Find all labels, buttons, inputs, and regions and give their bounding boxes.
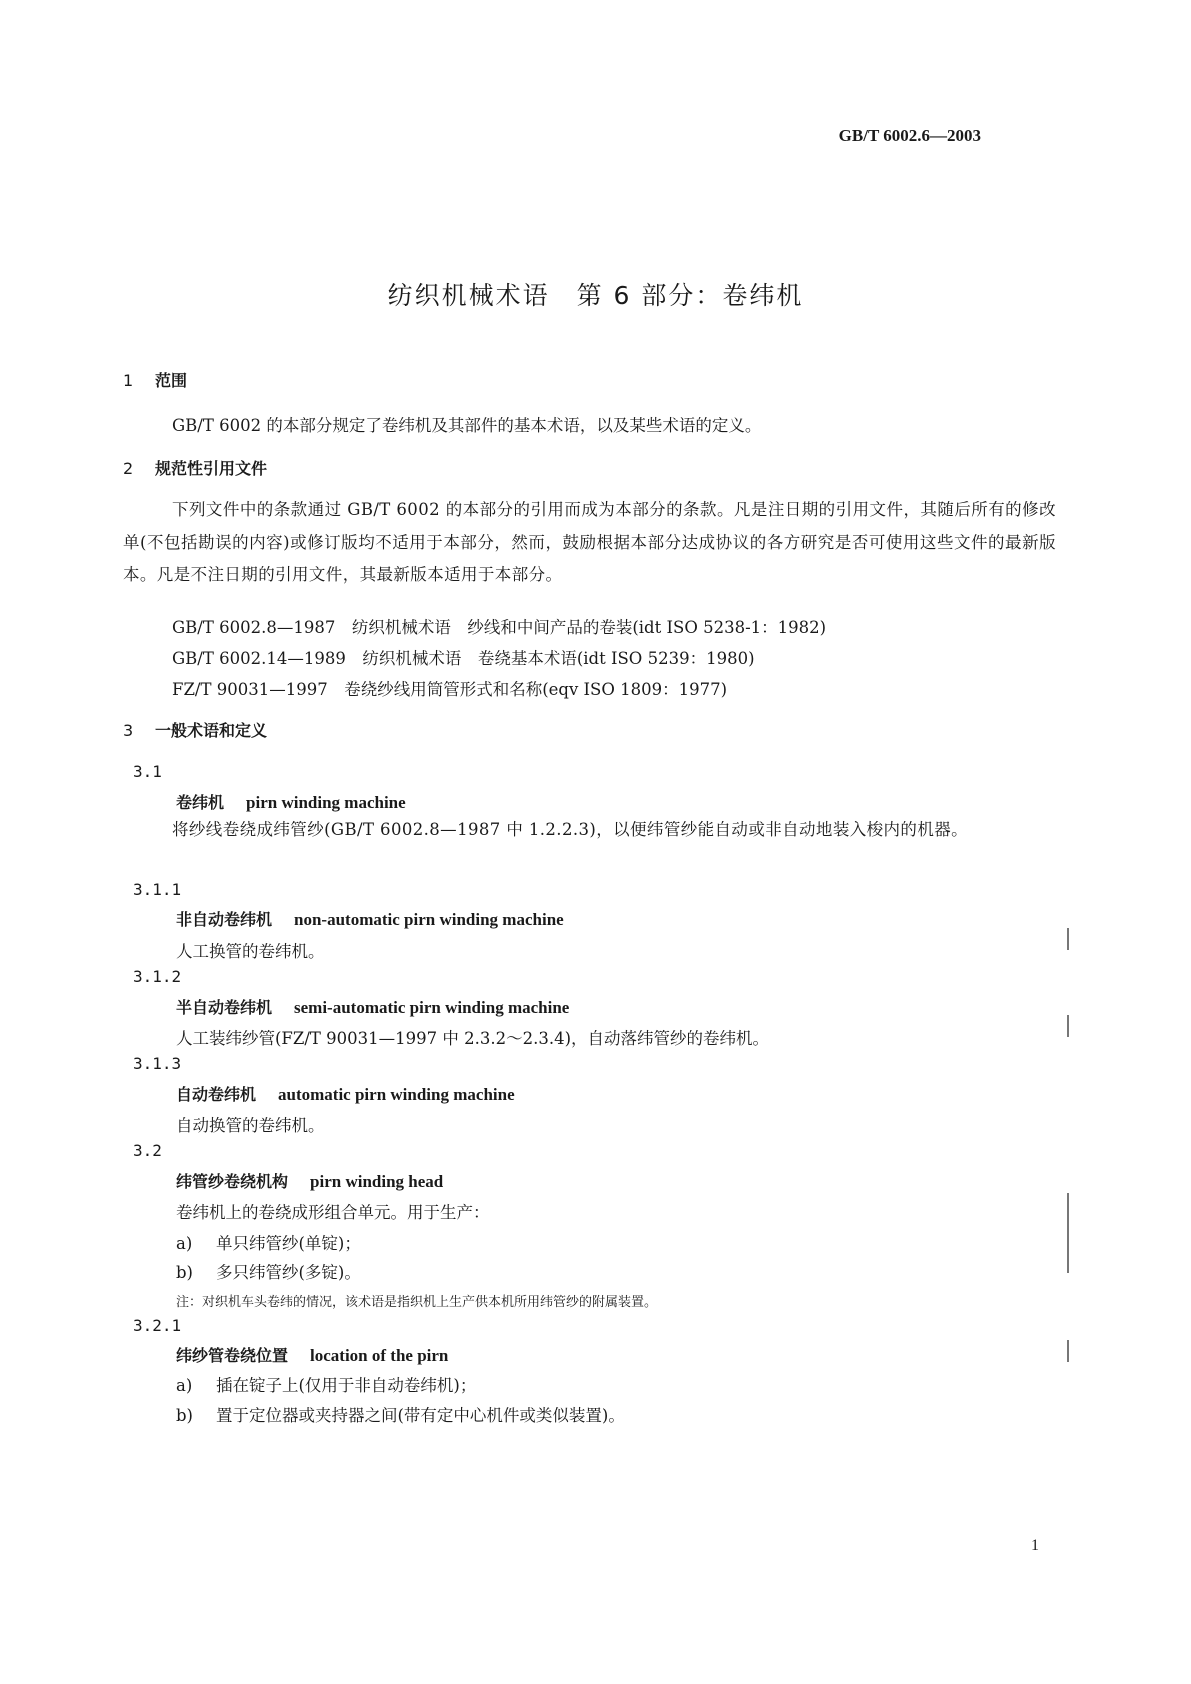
- term-chinese: 非自动卷纬机: [176, 910, 273, 929]
- list-text: 多只纬管纱(多锭)。: [216, 1263, 361, 1282]
- list-text: 单只纬管纱(单锭)；: [216, 1234, 361, 1253]
- section-2-body: 下列文件中的条款通过 GB/T 6002 的本部分的引用而成为本部分的条款。凡是注日期的引用文件，其随后所有的修改单(不包括勘误的内容)或修订版均不适用于本部分，然而，鼓励根据本部分达成协议的各方研究是否可使用这些文件的最新版本。凡是不注日期的引用文件，其最新版本适用于本部分。: [123, 500, 1056, 585]
- term-heading: [176, 1169, 443, 1192]
- term-english: non-automatic pirn winding machine: [294, 910, 564, 929]
- term-chinese: 纬纱管卷绕位置: [176, 1346, 289, 1365]
- list-marker: b): [176, 1406, 193, 1425]
- section-2-heading: [123, 456, 267, 479]
- term-heading: [176, 1343, 448, 1366]
- list-text: 置于定位器或夹持器之间(带有定中心机件或类似装置)。: [216, 1406, 625, 1425]
- term-chinese: 纬管纱卷绕机构: [176, 1172, 289, 1191]
- term-chinese: 半自动卷纬机: [176, 998, 273, 1017]
- reference-item: FZ/T 90031—1997 卷绕纱线用筒管形式和名称(eqv ISO 1809：1977): [172, 680, 728, 699]
- reference-item: GB/T 6002.8—1987 纺织机械术语 纱线和中间产品的卷装(idt ISO 5238-1：1982): [172, 618, 827, 637]
- section-3-heading: [123, 718, 267, 741]
- list-marker: b): [176, 1263, 193, 1282]
- list-marker: a): [176, 1376, 193, 1395]
- term-chinese: 卷纬机: [176, 793, 225, 812]
- term-number: 3.2: [133, 1141, 162, 1160]
- term-heading: [176, 790, 406, 813]
- term-definition: 卷纬机上的卷绕成形组合单元。用于生产：: [176, 1203, 490, 1222]
- term-definition: 人工装纬纱管(FZ/T 90031—1997 中 2.3.2～2.3.4)，自动落纬管纱的卷纬机。: [176, 1029, 770, 1048]
- term-english: pirn winding machine: [246, 793, 406, 812]
- revision-bar: [1067, 928, 1069, 950]
- term-number: 3.1: [133, 762, 162, 781]
- section-1-body: GB/T 6002 的本部分规定了卷纬机及其部件的基本术语，以及某些术语的定义。: [172, 416, 762, 435]
- term-number: 3.1.3: [133, 1054, 182, 1073]
- term-heading: [176, 1082, 515, 1105]
- term-english: automatic pirn winding machine: [278, 1085, 515, 1104]
- page-number: 1: [1031, 1537, 1039, 1554]
- term-number: 3.2.1: [133, 1316, 182, 1335]
- section-title: 范围: [155, 371, 188, 390]
- list-item: [176, 1402, 625, 1426]
- section-number: 1: [123, 371, 134, 390]
- term-chinese: 自动卷纬机: [176, 1085, 257, 1104]
- list-text: 插在锭子上(仅用于非自动卷纬机)；: [216, 1376, 477, 1395]
- term-heading: [176, 907, 564, 930]
- revision-bar: [1067, 1015, 1069, 1037]
- note: 注：对织机车头卷纬的情况，该术语是指织机上生产供本机所用纬管纱的附属装置。: [176, 1295, 658, 1310]
- revision-bar: [1067, 1340, 1069, 1362]
- section-number: 2: [123, 459, 134, 478]
- term-number: 3.1.2: [133, 967, 182, 986]
- term-number: 3.1.1: [133, 880, 182, 899]
- term-english: pirn winding head: [310, 1172, 444, 1191]
- term-english: location of the pirn: [310, 1346, 449, 1365]
- section-1-heading: [123, 368, 187, 391]
- list-item: [176, 1230, 361, 1254]
- term-heading: [176, 995, 569, 1018]
- reference-item: GB/T 6002.14—1989 纺织机械术语 卷绕基本术语(idt ISO 5239：1980): [172, 649, 755, 668]
- section-number: 3: [123, 721, 134, 740]
- list-item: [176, 1259, 361, 1283]
- list-marker: a): [176, 1234, 193, 1253]
- section-title: 一般术语和定义: [155, 721, 268, 740]
- revision-bar: [1067, 1193, 1069, 1273]
- term-english: semi-automatic pirn winding machine: [294, 998, 570, 1017]
- term-definition: 人工换管的卷纬机。: [176, 942, 325, 961]
- term-definition: 自动换管的卷纬机。: [176, 1116, 325, 1135]
- standard-number: GB/T 6002.6—2003: [838, 126, 981, 145]
- term-definition: 将纱线卷绕成纬管纱(GB/T 6002.8—1987 中 1.2.2.3)，以便纬管纱能自动或非自动地装入梭内的机器。: [172, 820, 969, 839]
- list-item: [176, 1372, 476, 1396]
- document-title: 纺织机械术语 第 6 部分：卷纬机: [387, 281, 804, 310]
- section-title: 规范性引用文件: [155, 459, 268, 478]
